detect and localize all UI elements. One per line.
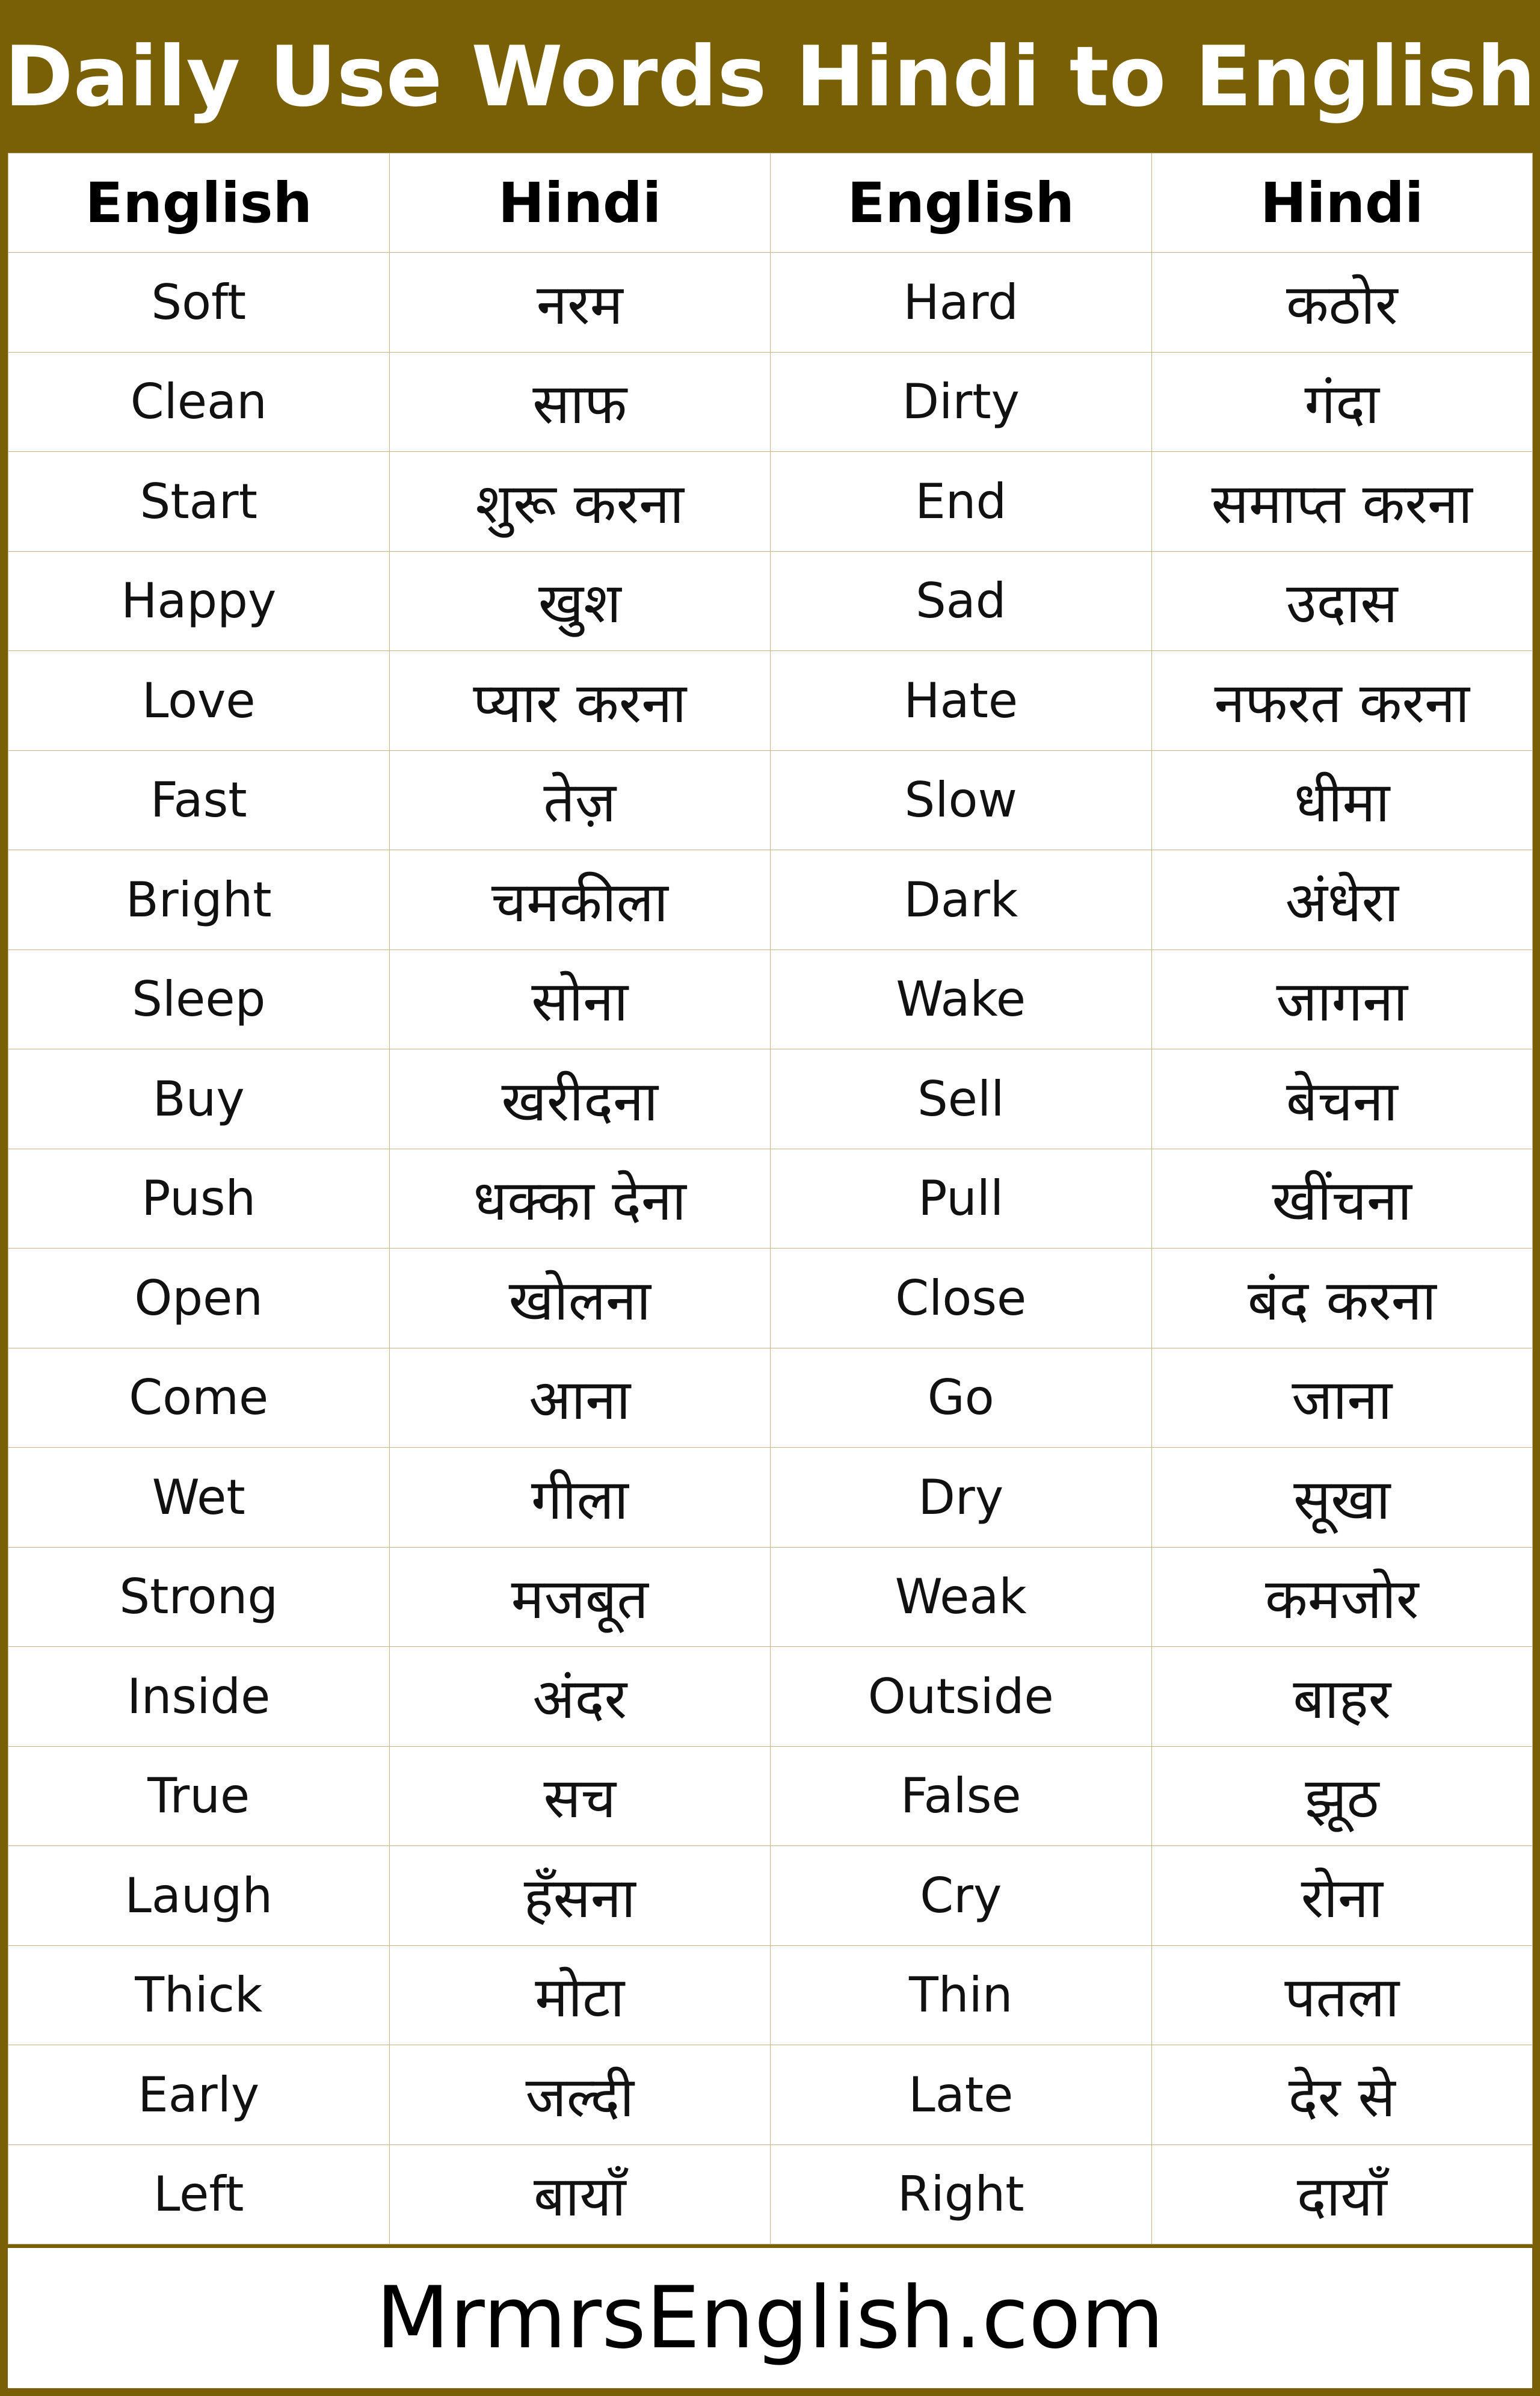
english-word: Start: [8, 452, 390, 552]
hindi-word: जाना: [1151, 1348, 1533, 1448]
footer-website: MrmrsEnglish.com: [8, 2248, 1532, 2388]
hindi-word: कमजोर: [1151, 1547, 1533, 1647]
table-row: [8, 1448, 1533, 1548]
table-row: [8, 651, 1533, 751]
english-word: Hate: [771, 651, 1152, 751]
english-word: Buy: [8, 1049, 390, 1149]
english-word: Thick: [8, 1945, 390, 2045]
hindi-word: कठोर: [1151, 253, 1533, 353]
english-word: Late: [771, 2045, 1152, 2145]
english-word: Clean: [8, 352, 390, 452]
english-word: Slow: [771, 750, 1152, 850]
hindi-word: बाहर: [1151, 1647, 1533, 1747]
table-header-row: [8, 153, 1533, 253]
table-row: [8, 949, 1533, 1049]
header-hindi-1: Hindi: [389, 153, 771, 253]
vocabulary-table-container: [8, 153, 1532, 2244]
table-row: [8, 1149, 1533, 1249]
english-word: Sad: [771, 551, 1152, 651]
english-word: Dry: [771, 1448, 1152, 1548]
hindi-word: मोटा: [389, 1945, 771, 2045]
hindi-word: जागना: [1151, 949, 1533, 1049]
english-word: Outside: [771, 1647, 1152, 1747]
hindi-word: रोना: [1151, 1846, 1533, 1946]
table-row: [8, 1049, 1533, 1149]
english-word: Happy: [8, 551, 390, 651]
vocabulary-table: [8, 153, 1533, 2244]
english-word: Strong: [8, 1547, 390, 1647]
hindi-word: गंदा: [1151, 352, 1533, 452]
table-row: [8, 750, 1533, 850]
page-title: Daily Use Words Hindi to English: [4, 28, 1536, 125]
table-row: [8, 1348, 1533, 1448]
hindi-word: अंधेरा: [1151, 850, 1533, 950]
english-word: Early: [8, 2045, 390, 2145]
hindi-word: धक्का देना: [389, 1149, 771, 1249]
english-word: Come: [8, 1348, 390, 1448]
hindi-word: बायाँ: [389, 2144, 771, 2244]
english-word: Wake: [771, 949, 1152, 1049]
english-word: Push: [8, 1149, 390, 1249]
table-row: [8, 1249, 1533, 1348]
english-word: Bright: [8, 850, 390, 950]
english-word: Wet: [8, 1448, 390, 1548]
table-row: [8, 850, 1533, 950]
english-word: True: [8, 1746, 390, 1846]
hindi-word: तेज़: [389, 750, 771, 850]
english-word: Close: [771, 1249, 1152, 1348]
english-word: Weak: [771, 1547, 1152, 1647]
table-row: [8, 452, 1533, 552]
english-word: Go: [771, 1348, 1152, 1448]
english-word: Right: [771, 2144, 1152, 2244]
table-row: [8, 352, 1533, 452]
table-body: [8, 253, 1533, 2244]
hindi-word: चमकीला: [389, 850, 771, 950]
table-row: [8, 2045, 1533, 2145]
hindi-word: बेचना: [1151, 1049, 1533, 1149]
hindi-word: खींचना: [1151, 1149, 1533, 1249]
hindi-word: धीमा: [1151, 750, 1533, 850]
hindi-word: समाप्त करना: [1151, 452, 1533, 552]
english-word: Sell: [771, 1049, 1152, 1149]
hindi-word: अंदर: [389, 1647, 771, 1747]
hindi-word: हँसना: [389, 1846, 771, 1946]
english-word: Laugh: [8, 1846, 390, 1946]
english-word: Soft: [8, 253, 390, 353]
hindi-word: जल्दी: [389, 2045, 771, 2145]
english-word: Dirty: [771, 352, 1152, 452]
header-english-1: English: [8, 153, 390, 253]
header-hindi-2: Hindi: [1151, 153, 1533, 253]
english-word: Dark: [771, 850, 1152, 950]
english-word: Fast: [8, 750, 390, 850]
hindi-word: खुश: [389, 551, 771, 651]
english-word: Pull: [771, 1149, 1152, 1249]
english-word: Thin: [771, 1945, 1152, 2045]
hindi-word: आना: [389, 1348, 771, 1448]
table-row: [8, 1746, 1533, 1846]
english-word: Love: [8, 651, 390, 751]
header-english-2: English: [771, 153, 1152, 253]
hindi-word: झूठ: [1151, 1746, 1533, 1846]
english-word: Inside: [8, 1647, 390, 1747]
table-row: [8, 1846, 1533, 1946]
english-word: Cry: [771, 1846, 1152, 1946]
english-word: Open: [8, 1249, 390, 1348]
hindi-word: प्यार करना: [389, 651, 771, 751]
hindi-word: शुरू करना: [389, 452, 771, 552]
hindi-word: बंद करना: [1151, 1249, 1533, 1348]
table-row: [8, 2144, 1533, 2244]
hindi-word: उदास: [1151, 551, 1533, 651]
hindi-word: नफरत करना: [1151, 651, 1533, 751]
english-word: End: [771, 452, 1152, 552]
hindi-word: साफ: [389, 352, 771, 452]
hindi-word: सोना: [389, 949, 771, 1049]
table-row: [8, 1945, 1533, 2045]
hindi-word: मजबूत: [389, 1547, 771, 1647]
hindi-word: दायाँ: [1151, 2144, 1533, 2244]
hindi-word: खरीदना: [389, 1049, 771, 1149]
table-row: [8, 1647, 1533, 1747]
hindi-word: पतला: [1151, 1945, 1533, 2045]
english-word: Left: [8, 2144, 390, 2244]
english-word: False: [771, 1746, 1152, 1846]
table-row: [8, 253, 1533, 353]
table-row: [8, 1547, 1533, 1647]
english-word: Sleep: [8, 949, 390, 1049]
hindi-word: सच: [389, 1746, 771, 1846]
table-row: [8, 551, 1533, 651]
hindi-word: खोलना: [389, 1249, 771, 1348]
hindi-word: गीला: [389, 1448, 771, 1548]
hindi-word: नरम: [389, 253, 771, 353]
hindi-word: सूखा: [1151, 1448, 1533, 1548]
english-word: Hard: [771, 253, 1152, 353]
hindi-word: देर से: [1151, 2045, 1533, 2145]
